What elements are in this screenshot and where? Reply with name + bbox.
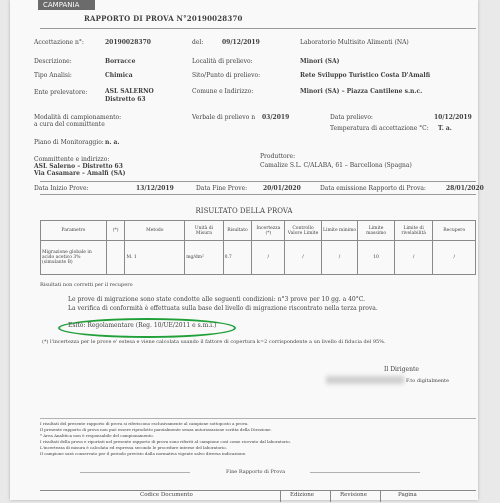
migration-text-1: Le prove di migrazione sono state condotte alle seguenti condizioni: n°3 prove per 10 gg. a 40°C. (68, 296, 365, 303)
col-header: Parametro (41, 221, 107, 241)
table-cell: / (433, 241, 476, 275)
page-label: Pagina (398, 492, 417, 498)
laboratory: Laboratorio Multisito Alimenti (NA) (300, 39, 409, 46)
col-header: Metodo (125, 221, 185, 241)
producer-label: Produttore: (260, 153, 296, 160)
end-line-right (310, 472, 420, 473)
uncertainty-note: (*) l'incertezza per le prove e' estesa e viene calcolata usando il fattore di copertura k=2 corrispondente a un livello di fiducia del 95%. (42, 339, 386, 345)
recovery-note: Risultati non corretti per il recupero (40, 282, 133, 288)
footnote: L'incertezza di misura è calcolata ed espressa secondo le procedure interne del laboratorio. (40, 445, 227, 450)
footnote: I risultati della prova e riportati nel presente rapporto di prova sono riferiti al campione così come ricevuto dal laboratorio. (40, 439, 291, 444)
producer-value: Camalize S.L. C/ALABA, 61 – Barcellona (Spagna) (260, 162, 412, 169)
analysis-type-label: Tipo Analisi: (34, 72, 72, 79)
report-title: RAPPORTO DI PROVA N°20190028370 (84, 14, 243, 23)
issue-date-value: 28/01/2020 (446, 185, 484, 192)
edition-label: Edizione (290, 492, 315, 498)
col-header: Unità di Misura (185, 221, 223, 241)
table-cell: Migrazione globale in acido acetico 3% (simulante B) (41, 241, 107, 275)
sampler-value-2: Distretto 63 (105, 96, 146, 103)
sampler-value-1: ASL SALERNO (105, 88, 154, 95)
date-label: del: (192, 39, 204, 46)
table-row (41, 241, 476, 275)
site-value: Rete Sviluppo Turistico Costa D'Amalfi (300, 72, 431, 79)
footnote: * Area Analitica non è responsabile del campionamento. (40, 433, 154, 438)
temperature-value: T. a. (438, 125, 452, 132)
monitoring-plan-value: n. a. (105, 139, 120, 146)
report-number-label: Verbale di prelievo n (192, 114, 256, 121)
end-date-label: Data Fine Prove: (196, 185, 248, 192)
col-header: Controllo Valore Limite (285, 221, 322, 241)
report-number-value: 03/2019 (262, 114, 290, 121)
redacted-signature (326, 376, 404, 384)
footnote: Il campione sarà conservato per il periodo previsto dalla normativa vigente salvo diversa indicazione. (40, 451, 247, 456)
acceptance-value: 20190028370 (105, 39, 151, 46)
table-cell: 10 (358, 241, 395, 275)
report-page (10, 0, 484, 500)
table-cell: mg/dm² (185, 241, 223, 275)
table-cell: / (321, 241, 357, 275)
site-label: Sito/Punto di prelievo: (192, 72, 261, 79)
campania-logo: CAMPANIA (38, 0, 95, 10)
document-code-label: Codice Documento (140, 492, 193, 498)
table-cell: / (252, 241, 285, 275)
table-divider (330, 490, 331, 502)
footnote: Il presente rapporto di prova non può essere riprodotto parzialmente senza autorizzazione scritta della Direzione. (40, 427, 272, 432)
dates-top-divider (40, 181, 476, 182)
outcome-text: Esito: Regolamentare (Reg. 10/UE/2011 e s.m.i.) (68, 322, 217, 329)
col-header: Limite massimo (358, 221, 395, 241)
digital-signature-note: F.to digitalmente (406, 378, 449, 384)
dates-bottom-divider (40, 194, 476, 195)
director-label: Il Dirigente (384, 366, 419, 373)
issue-date-label: Data emissione Rapporto di Prova: (320, 185, 426, 192)
results-section-title: RISULTATO DELLA PROVA (195, 207, 293, 215)
sampling-mode-value: a cura del committente (34, 121, 105, 128)
table-divider (280, 490, 281, 502)
col-header: Incertezza (*) (252, 221, 285, 241)
col-header: (*) (106, 221, 125, 241)
analysis-type-value: Chimica (105, 72, 133, 79)
start-date-value: 13/12/2019 (136, 185, 174, 192)
col-header: Risultato (223, 221, 252, 241)
municipality-label: Comune e Indirizzo: (192, 88, 254, 95)
footnote: I risultati del presente rapporto di prova si riferiscono esclusivamente al campione sottoposto a prova. (40, 421, 249, 426)
customer-line-1: ASL Salerno – Distretto 63 (34, 163, 123, 170)
description-label: Descrizione: (34, 58, 72, 65)
header-divider (40, 28, 476, 29)
col-header: Limite di rivelabilità (394, 221, 433, 241)
end-date-value: 20/01/2020 (263, 185, 301, 192)
col-header: Recupero (433, 221, 476, 241)
monitoring-plan-label: Piano di Monitoraggio: (34, 139, 104, 146)
migration-text-2: La verifica di conformità è effettuata sulla base del livello di migrazione riscontrato nella terza prova. (68, 305, 378, 312)
sampling-date-value: 10/12/2019 (434, 114, 472, 121)
table-cell: 0.7 (223, 241, 252, 275)
end-line-left (80, 472, 190, 473)
date-value: 09/12/2019 (222, 39, 260, 46)
results-header-row (41, 221, 476, 241)
sampler-label: Ente prelevatore: (34, 89, 88, 96)
customer-line-2: Via Casamare – Amalfi (SA) (34, 170, 126, 177)
results-table (40, 220, 476, 275)
temperature-label: Temperatura di accettazione °C: (330, 125, 429, 132)
municipality-value: Minori (SA) – Piazza Cantilene s.n.c. (300, 88, 423, 95)
location-label: Località di prelievo: (192, 58, 253, 65)
end-of-report: Fine Rapporto di Prova (226, 469, 286, 475)
sampling-date-label: Data prelievo: (330, 114, 373, 121)
table-cell: / (285, 241, 322, 275)
table-cell: M. 1 (125, 241, 185, 275)
col-header: Limite minimo (321, 221, 357, 241)
table-cell (106, 241, 125, 275)
acceptance-label: Accettazione n°: (34, 39, 84, 46)
customer-label: Committente e indirizzo: (34, 156, 110, 163)
description-value: Borracce (105, 58, 136, 65)
start-date-label: Data Inizio Prove: (34, 185, 89, 192)
table-cell: / (394, 241, 433, 275)
revision-label: Revisione (340, 492, 367, 498)
location-value: Minori (SA) (300, 58, 340, 65)
footnotes-divider (40, 418, 476, 419)
sampling-mode-label: Modalità di campionamento: (34, 114, 122, 121)
table-divider (380, 490, 381, 502)
